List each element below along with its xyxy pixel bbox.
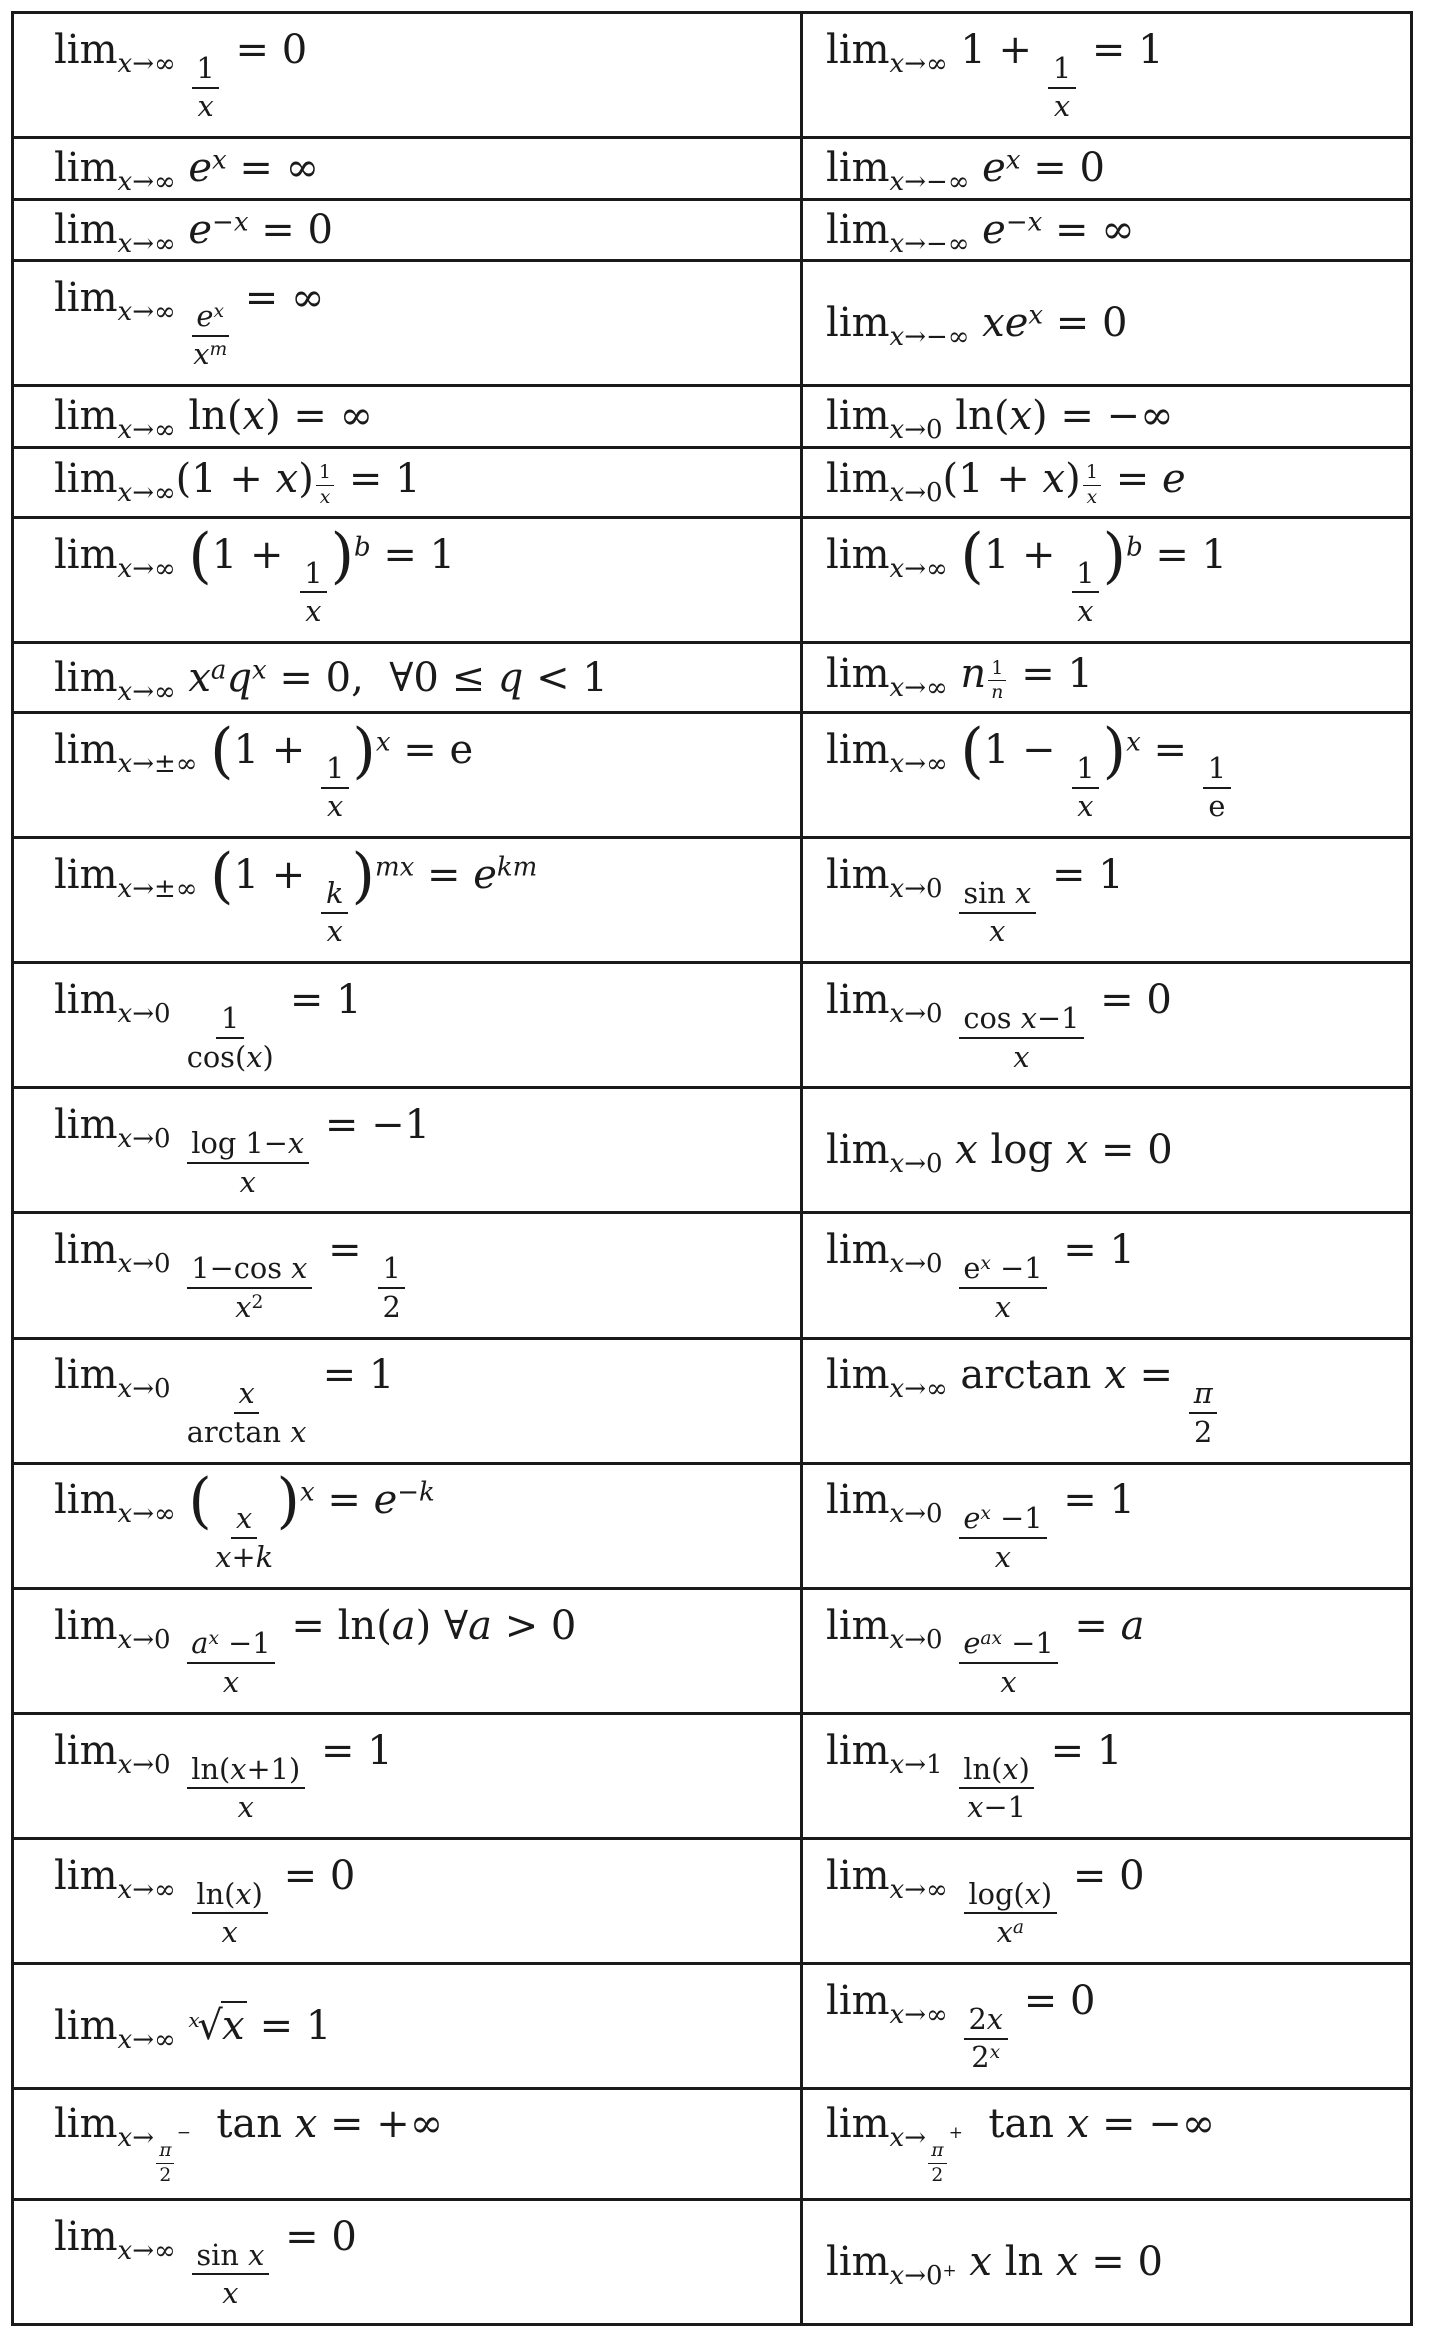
formula-cell-right [802,199,1412,261]
formula-cell-right [802,1588,1412,1713]
formula-cell-left [13,1713,802,1838]
math-formula: $\lim_{x\to\infty} (1$ − $\frac{1}{x}$ )$^x$ = $\frac{1}{e}$ [826,730,1234,824]
formula-cell-left [13,447,802,517]
math-formula: $\lim_{x\to\pm\infty} (1$ + $\frac{k}{x}$ )$^{mx} = e^{km}$ [54,840,538,949]
math-formula: $\lim_{x\to 0}$ $\frac{\log 1-x}{x}$ = −1 [54,1102,431,1199]
math-formula: $\lim_{x\to\infty}$ $\frac{\log(x)}{x^a}$ = 0 [826,1852,1145,1950]
math-formula: $\lim_{x\to 1}$ $\frac{\ln(x)}{x-1}$ = 1 [826,1727,1123,1825]
math-formula: $\lim_{x\to\infty}(1 + x)$ $^{\frac{1}{x}}$ = 1 [54,455,421,509]
formula-cell-left [13,1338,802,1463]
math-formula: $\lim_{x\to\infty}$ $\frac{2x}{2^x}$ = 0 [826,1977,1096,2075]
table-row [13,1088,1412,1213]
table-row [13,642,1412,712]
table-row [13,386,1412,448]
math-formula: $\lim_{x\to\infty} \ln(x)$ = ∞ [54,393,373,446]
formula-cell-left [13,1588,802,1713]
math-formula: $\lim_{x\to\infty} e^x$ = ∞ [54,145,319,198]
table-row [13,447,1412,517]
math-formula: $\lim_{x\to\infty} 1$ + $\frac{1}{x}$ = 1 [826,26,1164,124]
math-formula: $\lim_{x\to\infty} e^{-x} = 0$ [54,206,333,259]
table-row [13,1588,1412,1713]
formula-cell-left [13,386,802,448]
formula-cell-left [13,2089,802,2200]
math-formula: $\lim_{x\to\infty} (1$ + $\frac{1}{x}$ )$^b$ = 1 [54,520,456,629]
formula-cell-right [802,963,1412,1088]
formula-cell-right [802,1338,1412,1463]
formula-cell-left [13,13,802,138]
table-row [13,1713,1412,1838]
formula-cell-right [802,1713,1412,1838]
table-row [13,2199,1412,2324]
math-formula: $\lim_{x\to 0} \ln(x)$ = −∞ [826,393,1174,446]
math-formula: $\lim_{x\to\infty}$ $\frac{\ln(x)}{x}$ = 0 [54,1852,356,1950]
math-formula: $\lim_{x\to 0}$ $\frac{e^x -1}{x}$ = 1 [826,1477,1135,1574]
math-formula: $\lim_{x\to 0}$ $\frac{x}{\text{arctan x}}$ = 1 [54,1352,395,1449]
formula-cell-right [802,1964,1412,2089]
math-formula: $\lim_{x\to 0}$ $\frac{\text{sin x}}{x}$ = 1 [826,851,1124,949]
math-formula: $\lim_{x\to \frac{\pi}{2} ^-} \tan x$ = +∞ [54,2101,444,2186]
formula-cell-left [13,642,802,712]
table-row [13,138,1412,200]
math-formula: $\lim_{x\to\pm\infty} (1$ + $\frac{1}{x}$ )$^x$ = e [54,715,474,824]
formula-cell-left [13,713,802,838]
formula-cell-right [802,642,1412,712]
formula-cell-right [802,386,1412,448]
formula-cell-left [13,261,802,386]
math-formula: $\lim_{x\to 0}$ $\frac{e^x -1}{x}$ = 1 [826,1227,1135,1324]
formula-cell-left [13,1964,802,2089]
table-row [13,1838,1412,1963]
math-formula: $\lim_{x\to 0}$ $\frac{\text{cos x−1}}{x}$ = 0 [826,977,1172,1074]
math-formula: $\lim_{x\to 0}$ $\frac{a^x -1}{x}$ = ln(a) ∀a > 0 [54,1602,577,1700]
formula-cell-right [802,138,1412,200]
table-row [13,517,1412,642]
table-row [13,199,1412,261]
formula-cell-left [13,138,802,200]
limits-table [11,11,1413,2326]
math-formula: $\lim_{x\to\infty}$ $\frac{1}{x}$ = 0 [54,26,308,124]
table-row [13,1964,1412,2089]
formula-cell-left [13,1213,802,1338]
formula-cell-left [13,1838,802,1963]
table-row [13,838,1412,963]
math-formula: $\lim_{x\to-\infty} e^x = 0$ [826,145,1105,198]
math-formula: $\lim_{x\to\infty}$ $\frac{e^x}{x^m}$ = ∞ [54,274,325,372]
formula-cell-right [802,1838,1412,1963]
limits-table-body [13,13,1412,2325]
table-row [13,2089,1412,2200]
formula-cell-right [802,13,1412,138]
table-row [13,963,1412,1088]
formula-cell-right [802,1088,1412,1213]
math-formula: $\lim_{x\to\infty}$ ( $\frac{x}{x+k}$ )$^x = e^{-k}$ [54,1466,435,1574]
math-formula: $\lim_{x\to-\infty} e^{-x}$ = ∞ [826,206,1135,259]
math-formula: $\lim_{x\to \frac{\pi}{2} ^+} \tan x$ = −∞ [826,2101,1216,2186]
math-formula: $\lim_{x\to 0}(1 + x)$ $^{\frac{1}{x}}$ = e [826,455,1186,509]
math-formula: $\lim_{x\to\infty} x^aq^x = 0$, ∀0 ≤ q < 1 [54,654,608,707]
math-formula: $\lim_{x\to 0}$ $\frac{\ln(x+1)}{x}$ = 1 [54,1727,393,1825]
formula-cell-right [802,1463,1412,1588]
math-formula: $\lim_{x\to\infty} \arctan x$ = $\frac{\pi}{2}$ [826,1355,1221,1449]
table-row [13,13,1412,138]
formula-cell-left [13,963,802,1088]
math-formula: $\lim_{x\to-\infty} xe^x = 0$ [826,300,1128,353]
table-row [13,713,1412,838]
formula-cell-right [802,517,1412,642]
math-formula: $\lim_{x\to\infty}$ $\frac{\text{sin x}}{x}$ = 0 [54,2213,357,2311]
math-formula: $\lim_{x\to\infty} ^x√x = 1$ [54,2003,332,2056]
math-formula: $\lim_{x\to\infty} (1$ + $\frac{1}{x}$ )$^b$ = 1 [826,520,1228,629]
table-row [13,1338,1412,1463]
formula-cell-right [802,838,1412,963]
table-row [13,1213,1412,1338]
math-formula: $\lim_{x\to\infty} n$ $^{\frac{1}{n}}$ = 1 [826,651,1093,704]
formula-cell-left [13,838,802,963]
math-formula: $\lim_{x\to 0}$ $\frac{1}{\cos(x)}$ = 1 [54,977,362,1074]
formula-cell-right [802,2089,1412,2200]
formula-cell-left [13,1463,802,1588]
formula-cell-left [13,2199,802,2324]
math-formula: $\lim_{x\to 0}$ $\frac{\text{1−cos x}}{x^2}$ = $\frac{1}{2}$ [54,1230,409,1324]
formula-cell-right [802,713,1412,838]
formula-cell-left [13,199,802,261]
formula-cell-left [13,517,802,642]
table-row [13,261,1412,386]
math-formula: $\lim_{x\to 0} x$ log x = 0 [826,1127,1173,1180]
formula-cell-right [802,1213,1412,1338]
math-formula: $\lim_{x\to 0}$ $\frac{e^{ax} -1}{x}$ = a [826,1602,1145,1700]
formula-cell-left [13,1088,802,1213]
table-row [13,1463,1412,1588]
math-formula: $\lim_{x\to 0^+} x$ ln x = 0 [826,2238,1163,2291]
formula-cell-right [802,261,1412,386]
formula-cell-right [802,447,1412,517]
formula-cell-right [802,2199,1412,2324]
